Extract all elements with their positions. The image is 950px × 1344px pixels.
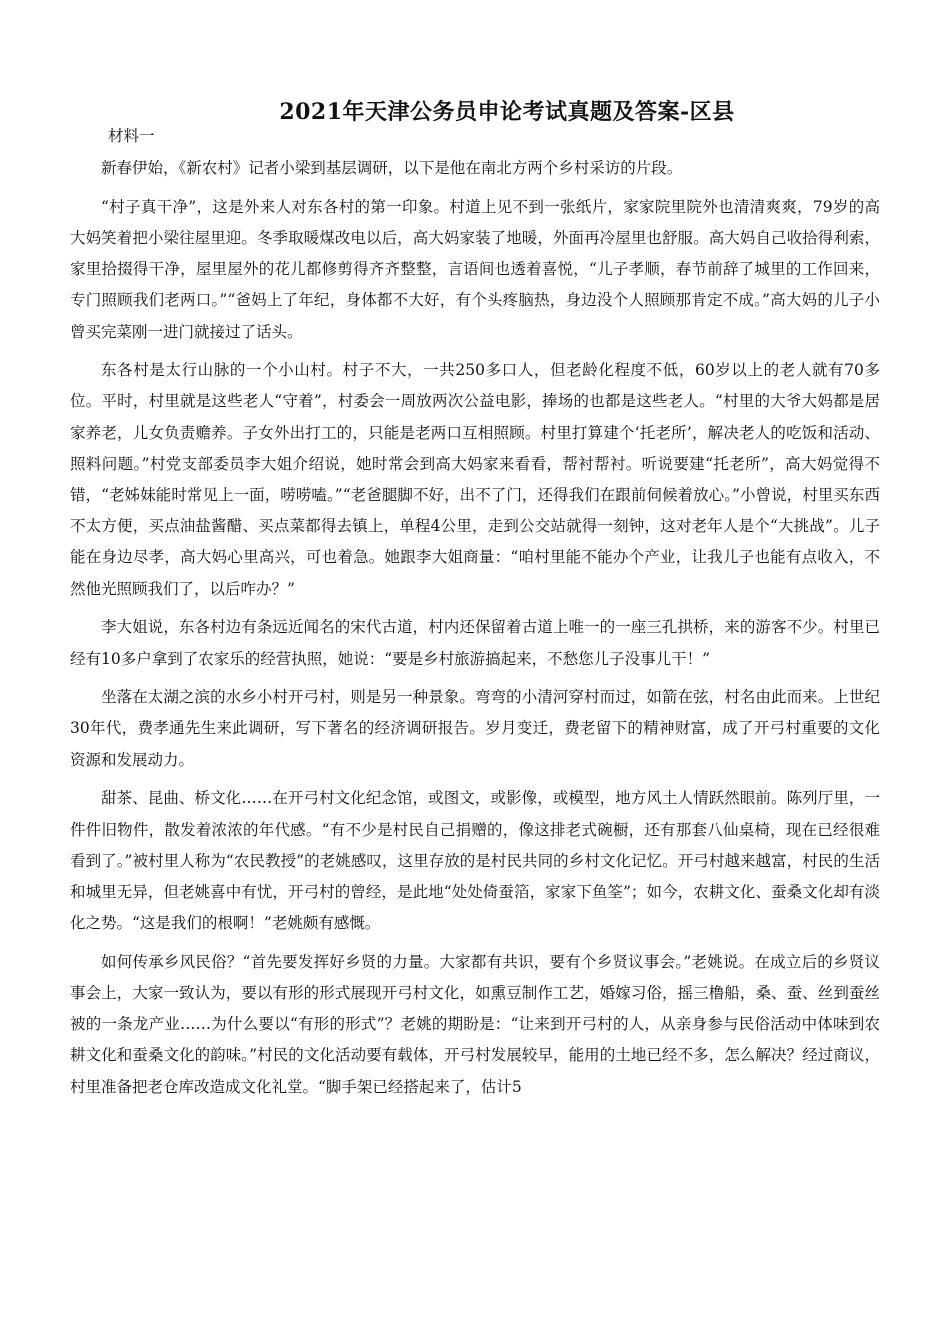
paragraph: 新春伊始，《新农村》记者小梁到基层调研，以下是他在南北方两个乡村采访的片段。: [101, 159, 683, 177]
section-label: 材料一: [108, 127, 155, 145]
paragraph: 李大姐说，东各村边有条远近闻名的宋代古道，村内还保留着古道上唯一的一座三孔拱桥，来的游客不少。村里已经有10多户拿到了农家乐的经营执照，她说：“要是乡村旅游搞起来，不愁您儿子没事儿干！”: [70, 618, 880, 668]
document-title: 2021年天津公务员申论考试真题及答案-区县: [279, 98, 735, 125]
paragraph: 如何传承乡风民俗？“首先要发挥好乡贤的力量。大家都有共识，要有个乡贤议事会。”老姚说。在成立后的乡贤议事会上，大家一致认为，要以有形的形式展现开弓村文化，如熏豆制作工艺，婚嫁习俗，摇三橹船，桑、蚕、丝到蚕丝被的一条龙产业……为什么要以“有形的形式”？老姚的期盼是：“让来到开弓村的人，从亲身参与民俗活动中体味到农耕文化和蚕桑文化的韵味。”村民的文化活动要有载体，开弓村发展较早，能用的土地已经不多，怎么解决？经过商议，村里准备把老仓库改造成文化礼堂。“脚手架已经搭起来了，估计5: [70, 952, 880, 1096]
paragraph: 甜茶、昆曲、桥文化……在开弓村文化纪念馆，或图文，或影像，或模型，地方风土人情跃然眼前。陈列厅里，一件件旧物件，散发着浓浓的年代感。“有不少是村民自己捐赠的，像这排老式碗橱，还有那套八仙桌椅，现在已经很难看到了。”被村里人称为“农民教授”的老姚感叹，这里存放的是村民共同的乡村文化记忆。开弓村越来越富，村民的生活和城里无异，但老姚喜中有忧，开弓村的曾经，是此地“处处倚蚕箔，家家下鱼筌”；如今，农耕文化、蚕桑文化却有淡化之势。“这是我们的根啊！”老姚颇有感慨。: [70, 789, 880, 933]
paragraph: “村子真干净”，这是外来人对东各村的第一印象。村道上见不到一张纸片，家家院里院外也清清爽爽，79岁的高大妈笑着把小梁往屋里迎。冬季取暖煤改电以后，高大妈家装了地暖，外面再冷屋里也舒服。高大妈自己收拾得利索，家里拾掇得干净，屋里屋外的花儿都修剪得齐齐整整，言语间也透着喜悦，“儿子孝顺，春节前辞了城里的工作回来，专门照顾我们老两口。”“爸妈上了年纪，身体都不大好，有个头疼脑热，身边没个人照顾那肯定不成。”高大妈的儿子小曾买完菜刚一进门就接过了话头。: [70, 197, 880, 341]
paragraph: 东各村是太行山脉的一个小山村。村子不大，一共250多口人，但老龄化程度不低，60岁以上的老人就有70多位。平时，村里就是这些老人“守着”，村委会一周放两次公益电影，捧场的也都是这些老人。“村里的大爷大妈都是居家养老，儿女负责赡养。子女外出打工的，只能是老两口互相照顾。村里打算建个‘托老所’，解决老人的吃饭和活动、照料问题。”村党支部委员李大姐介绍说，她时常会到高大妈家来看看，帮衬帮衬。听说要建“托老所”，高大妈觉得不错，“老姊妹能时常见上一面，唠唠嗑。”“老爸腿脚不好，出不了门，还得我们在跟前伺候着放心。”小曾说，村里买东西不太方便，买点油盐酱醋、买点菜都得去镇上，单程4公里，走到公交站就得一刻钟，这对老年人是个“大挑战”。儿子能在身边尽孝，高大妈心里高兴，可也着急。她跟李大姐商量：“咱村里能不能办个产业，让我儿子也能有点收入，不然他光照顾我们了，以后咋办？”: [70, 361, 880, 598]
document-body: [70, 153, 880, 1110]
paragraph: 坐落在太湖之滨的水乡小村开弓村，则是另一种景象。弯弯的小清河穿村而过，如箭在弦，村名由此而来。上世纪30年代，费孝通先生来此调研，写下著名的经济调研报告。岁月变迁，费老留下的精神财富，成了开弓村重要的文化资源和发展动力。: [70, 688, 880, 769]
